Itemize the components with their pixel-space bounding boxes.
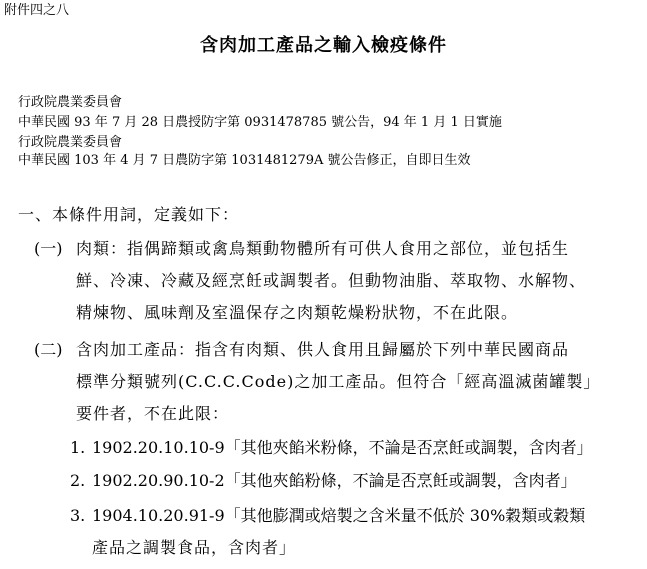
code-item-3-text: 1904.10.20.91-9「其他膨潤或焙製之含米量不低於 30%穀類或穀類: [92, 506, 586, 525]
announcement-agency-2: 行政院農業委員會: [18, 135, 123, 150]
item-two-label: (二): [34, 340, 63, 359]
code-item-3-number: 3.: [70, 506, 86, 525]
item-two-line-1: 含肉加工產品：指含有肉類、供人食用且歸屬於下列中華民國商品: [76, 340, 570, 359]
announcement-agency-1: 行政院農業委員會: [18, 95, 123, 110]
attachment-label: 附件四之八: [4, 3, 70, 18]
code-item-1-number: 1.: [70, 438, 86, 457]
section-heading: 一、本條件用詞，定義如下：: [18, 205, 240, 224]
announcement-date-2: 中華民國 103 年 4 月 7 日農防字第 1031481279A 號公告修正，自即日生效: [18, 153, 471, 168]
code-item-2-number: 2.: [70, 471, 86, 490]
item-two-line-3: 要件者，不在此限：: [76, 404, 230, 423]
item-two-line-2: 標準分類號列(C.C.C.Code)之加工產品。但符合「經高溫滅菌罐製」: [76, 372, 601, 391]
item-one-line-1: 肉類：指偶蹄類或禽鳥類動物體所有可供人食用之部位，並包括生: [76, 239, 570, 258]
page-title: 含肉加工產品之輸入檢疫條件: [200, 35, 447, 56]
announcement-date-1: 中華民國 93 年 7 月 28 日農授防字第 0931478785 號公告，94 年 1 月 1 日實施: [18, 115, 502, 130]
item-one-line-2: 鮮、冷凍、冷藏及經烹飪或調製者。但動物油脂、萃取物、水解物、: [76, 271, 587, 290]
code-item-2-text: 1902.20.90.10-2「其他夾餡粉條，不論是否烹飪或調製，含肉者」: [92, 471, 577, 490]
item-one-label: (一): [34, 239, 63, 258]
code-item-3-continuation: 產品之調製食品，含肉者」: [92, 538, 297, 557]
item-one-line-3: 精煉物、風味劑及室溫保存之肉類乾燥粉狀物，不在此限。: [76, 303, 519, 322]
code-item-1-text: 1902.20.10.10-9「其他夾餡米粉條，不論是否烹飪或調製，含肉者」: [92, 438, 593, 457]
